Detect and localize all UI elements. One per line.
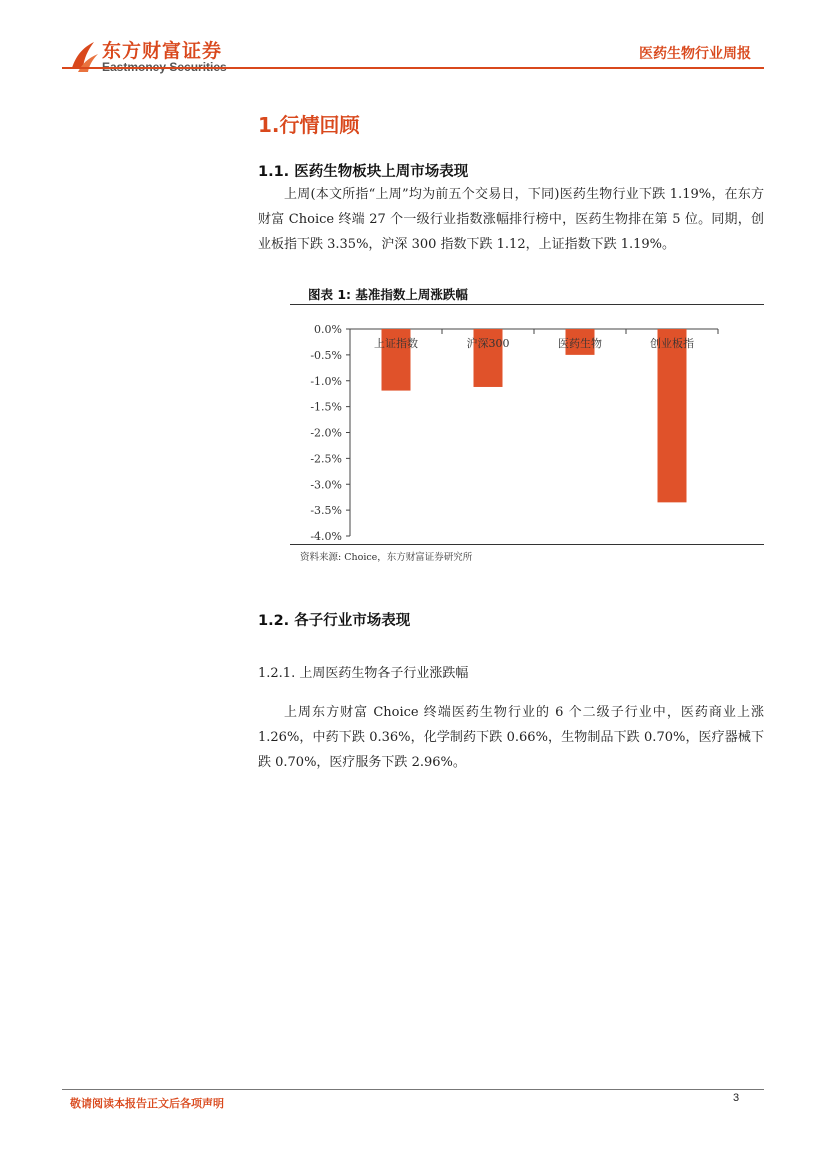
page-number: 3	[733, 1092, 740, 1104]
y-tick-label: -2.5%	[310, 452, 342, 466]
y-tick-label: -0.5%	[310, 348, 342, 362]
y-tick-label: -3.0%	[310, 478, 342, 492]
x-category-label: 医药生物	[558, 337, 602, 350]
y-tick-label: -3.5%	[310, 504, 342, 518]
report-type-title: 医药生物行业周报	[639, 46, 751, 62]
paragraph-sub-industry-change: 上周东方财富 Choice 终端医药生物行业的 6 个二级子行业中，医药商业上涨 1.26%，中药下跌 0.36%，化学制药下跌 0.66%，生物制品下跌 0.70%，医疗器械下跌 0.70%，医疗服务下跌 2.96%。	[258, 705, 764, 770]
y-tick-label: 0.0%	[314, 323, 342, 336]
footer-disclaimer: 敬请阅读本报告正文后各项声明	[70, 1097, 224, 1110]
subsubsection-title-sub-industry-change: 1.2.1. 上周医药生物各子行业涨跌幅	[258, 666, 469, 681]
benchmark-index-bar-chart	[290, 310, 764, 542]
y-tick-label: -1.5%	[310, 400, 342, 414]
bar-4	[658, 329, 687, 502]
subsection-title-sector-performance: 1.1. 医药生物板块上周市场表现	[258, 164, 469, 180]
x-category-label: 创业板指	[650, 337, 694, 350]
y-tick-label: -2.0%	[310, 426, 342, 440]
logo-text-cn: 东方财富证券	[102, 40, 223, 62]
figure-bottom-rule	[290, 544, 764, 545]
y-tick-label: -4.0%	[310, 530, 342, 542]
section-title-market-review: 1.行情回顾	[258, 113, 360, 137]
footer-divider	[62, 1089, 764, 1090]
figure-caption: 图表 1: 基准指数上周涨跌幅	[308, 287, 468, 302]
logo-mark-icon	[68, 38, 100, 76]
figure-source-note: 资料来源: Choice，东方财富证券研究所	[300, 552, 473, 563]
y-tick-label: -1.0%	[310, 374, 342, 388]
paragraph-sector-performance: 上周(本文所指“上周”均为前五个交易日，下同)医药生物行业下跌 1.19%，在东方财富 Choice 终端 27 个一级行业指数涨幅排行榜中，医药生物排在第 5 位。同期，创业板指下跌 3.35%，沪深 300 指数下跌 1.12，上证指数下跌 1.19%。	[258, 187, 764, 252]
subsection-title-sub-industry: 1.2. 各子行业市场表现	[258, 613, 411, 629]
x-category-label: 沪深300	[466, 337, 510, 350]
company-logo	[68, 38, 243, 78]
header-divider	[62, 67, 764, 69]
figure-top-rule	[290, 304, 764, 305]
x-category-label: 上证指数	[374, 337, 418, 350]
